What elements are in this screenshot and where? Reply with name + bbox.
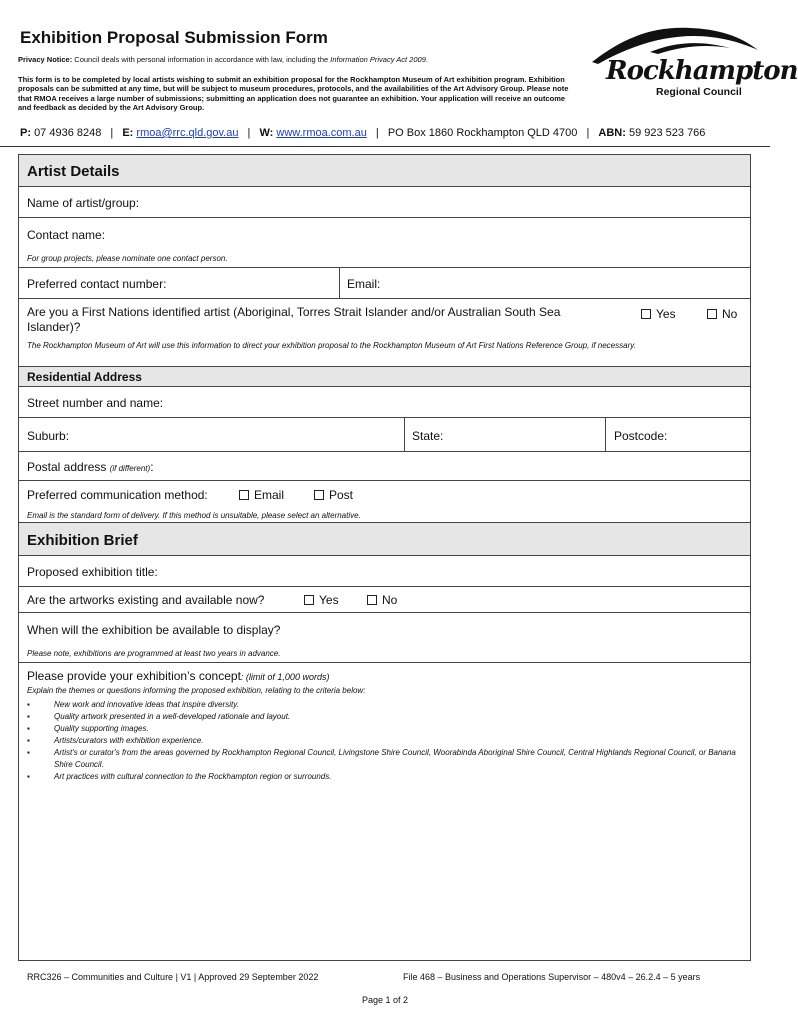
list-item: ▪ Quality artwork presented in a well-developed rationale and layout. — [27, 711, 737, 723]
option-label: Yes — [656, 307, 676, 321]
communication-method-row — [19, 481, 750, 523]
option-label: No — [722, 307, 738, 321]
abn-number: 59 923 523 766 — [628, 127, 706, 139]
council-logo — [590, 22, 798, 102]
intro-paragraph: This form is to be completed by local artists wishing to submit an exhibition proposal for the Rockhampton Museum of Art exhibition program. Exhibition proposals can be submitted at any time, but will be subject to museum procedures, protocols, and the availabilities of the Art Advisory Group. Please note that RMOA receives a large number of submissions; submitting an application does not guarantee an exhibition. Your application will receive an outcome and feedback as decided by the Art Advisory Group. — [18, 75, 569, 112]
field-label: Preferred communication method: — [27, 488, 208, 502]
privacy-end: . — [425, 55, 428, 64]
availability-field[interactable] — [19, 613, 750, 663]
option-label: No — [382, 593, 398, 607]
page-number: Page 1 of 2 — [361, 995, 409, 1005]
first-nations-no[interactable] — [707, 307, 737, 321]
email-label: E: — [122, 127, 134, 139]
field-label — [27, 669, 329, 683]
checkbox-icon[interactable] — [239, 490, 249, 500]
criteria-list — [27, 699, 737, 783]
list-item: ▪ Artists/curators with exhibition experience. — [27, 735, 737, 747]
field-label: When will the exhibition be available to display? — [27, 623, 281, 637]
artworks-existing-row — [19, 587, 750, 613]
field-note: Email is the standard form of delivery. If this method is unsuitable, please select an alternative. — [27, 511, 361, 520]
cell-divider — [605, 418, 606, 451]
concept-label: Please provide your exhibition’s concept — [27, 669, 241, 683]
contact-bar — [20, 127, 705, 139]
concept-explanation: Explain the themes or questions informing the proposed exhibition, relating to the criteria below: — [27, 686, 366, 695]
artist-details-header — [19, 155, 750, 187]
option-label: Email — [254, 488, 285, 502]
field-note: For group projects, please nominate one contact person. — [27, 254, 228, 263]
phone-number: 07 4936 8248 — [34, 127, 102, 139]
logo-wordmark: Rockhampton — [606, 56, 798, 86]
first-nations-row — [19, 299, 750, 367]
field-note: Please note, exhibitions are programmed at least two years in advance. — [27, 649, 281, 658]
existing-no-option[interactable] — [367, 593, 397, 607]
state-field[interactable]: State: — [412, 429, 444, 443]
privacy-act: Information Privacy Act 2009 — [330, 55, 426, 64]
postal-colon: : — [150, 460, 154, 474]
list-item: ▪ Artist's or curator's from the areas governed by Rockhampton Regional Council, Livingstone Shire Council, Woorabinda Aboriginal Shire Council, Central Highlands Regional Council, or Banana Shire Council. — [27, 747, 737, 771]
cell-divider — [404, 418, 405, 451]
section-title: Exhibition Brief — [27, 532, 138, 549]
option-label: Yes — [319, 593, 339, 607]
form-title: Exhibition Proposal Submission Form — [20, 28, 328, 47]
field-label: Street number and name: — [27, 396, 164, 410]
field-label: Are the artworks existing and available now? — [27, 593, 265, 607]
existing-yes-option[interactable] — [304, 593, 339, 607]
checkbox-icon[interactable] — [641, 309, 651, 319]
postal-note: (if different) — [109, 464, 151, 473]
checkbox-icon[interactable] — [707, 309, 717, 319]
field-label: Contact name: — [27, 228, 106, 242]
abn-label: ABN: — [598, 127, 626, 139]
list-item: ▪ Art practices with cultural connection to the Rockhampton region or surrounds. — [27, 771, 737, 783]
separator: | — [110, 127, 114, 139]
concept-field[interactable] — [19, 663, 750, 960]
footer-file-ref: File 468 – Business and Operations Supervisor – 480v4 – 26.2.4 – 5 years — [403, 972, 701, 982]
residential-address-header — [19, 367, 750, 387]
suburb-field[interactable]: Suburb: — [27, 429, 70, 443]
first-nations-yes[interactable] — [641, 307, 676, 321]
website-link[interactable]: www.rmoa.com.au — [276, 127, 367, 139]
field-label: Proposed exhibition title: — [27, 565, 158, 579]
web-label: W: — [259, 127, 274, 139]
comm-email-option[interactable] — [239, 488, 284, 502]
checkbox-icon[interactable] — [304, 595, 314, 605]
contact-name-field[interactable] — [19, 218, 750, 268]
phone-label: P: — [20, 127, 31, 139]
field-label: Name of artist/group: — [27, 196, 140, 210]
proposal-form — [18, 154, 751, 961]
artist-name-field[interactable] — [19, 187, 750, 218]
header-divider — [0, 146, 770, 147]
field-label: Are you a First Nations identified artist (Aboriginal, Torres Strait Islander and/or Australian South Sea Islander)? — [27, 305, 561, 334]
postal-label: Postal address — [27, 460, 110, 474]
privacy-notice — [18, 55, 578, 64]
concept-limit: : (limit of 1,000 words) — [240, 672, 330, 682]
footer-approval: RRC326 – Communities and Culture | V1 | Approved 29 September 2022 — [27, 972, 319, 982]
postcode-field[interactable]: Postcode: — [614, 429, 668, 443]
privacy-label: Privacy Notice: — [18, 55, 73, 64]
list-item: ▪ Quality supporting images. — [27, 723, 737, 735]
street-field[interactable] — [19, 387, 750, 418]
separator: | — [586, 127, 590, 139]
section-title: Artist Details — [27, 163, 120, 180]
postal-address-field[interactable] — [19, 452, 750, 481]
phone-email-row — [19, 268, 750, 299]
email-link[interactable]: rmoa@rrc.qld.gov.au — [136, 127, 239, 139]
section-title: Residential Address — [27, 370, 142, 384]
exhibition-brief-header — [19, 523, 750, 556]
suburb-state-postcode-row — [19, 418, 750, 452]
email-field[interactable]: Email: — [347, 277, 381, 291]
checkbox-icon[interactable] — [314, 490, 324, 500]
contact-number-field[interactable]: Preferred contact number: — [27, 277, 167, 291]
separator: | — [375, 127, 379, 139]
cell-divider — [339, 268, 340, 298]
separator: | — [247, 127, 251, 139]
list-item: ▪ New work and innovative ideas that inspire diversity. — [27, 699, 737, 711]
field-label — [27, 460, 154, 474]
checkbox-icon[interactable] — [367, 595, 377, 605]
field-note: The Rockhampton Museum of Art will use this information to direct your exhibition proposal to the Rockhampton Museum of Art First Nations Reference Group, if necessary. — [27, 341, 636, 350]
po-box: PO Box 1860 Rockhampton QLD 4700 — [387, 127, 578, 139]
logo-subtitle: Regional Council — [656, 86, 742, 98]
privacy-text: Council deals with personal information in accordance with law, including the — [72, 55, 331, 64]
exhibition-title-field[interactable] — [19, 556, 750, 587]
comm-post-option[interactable] — [314, 488, 353, 502]
option-label: Post — [329, 488, 354, 502]
